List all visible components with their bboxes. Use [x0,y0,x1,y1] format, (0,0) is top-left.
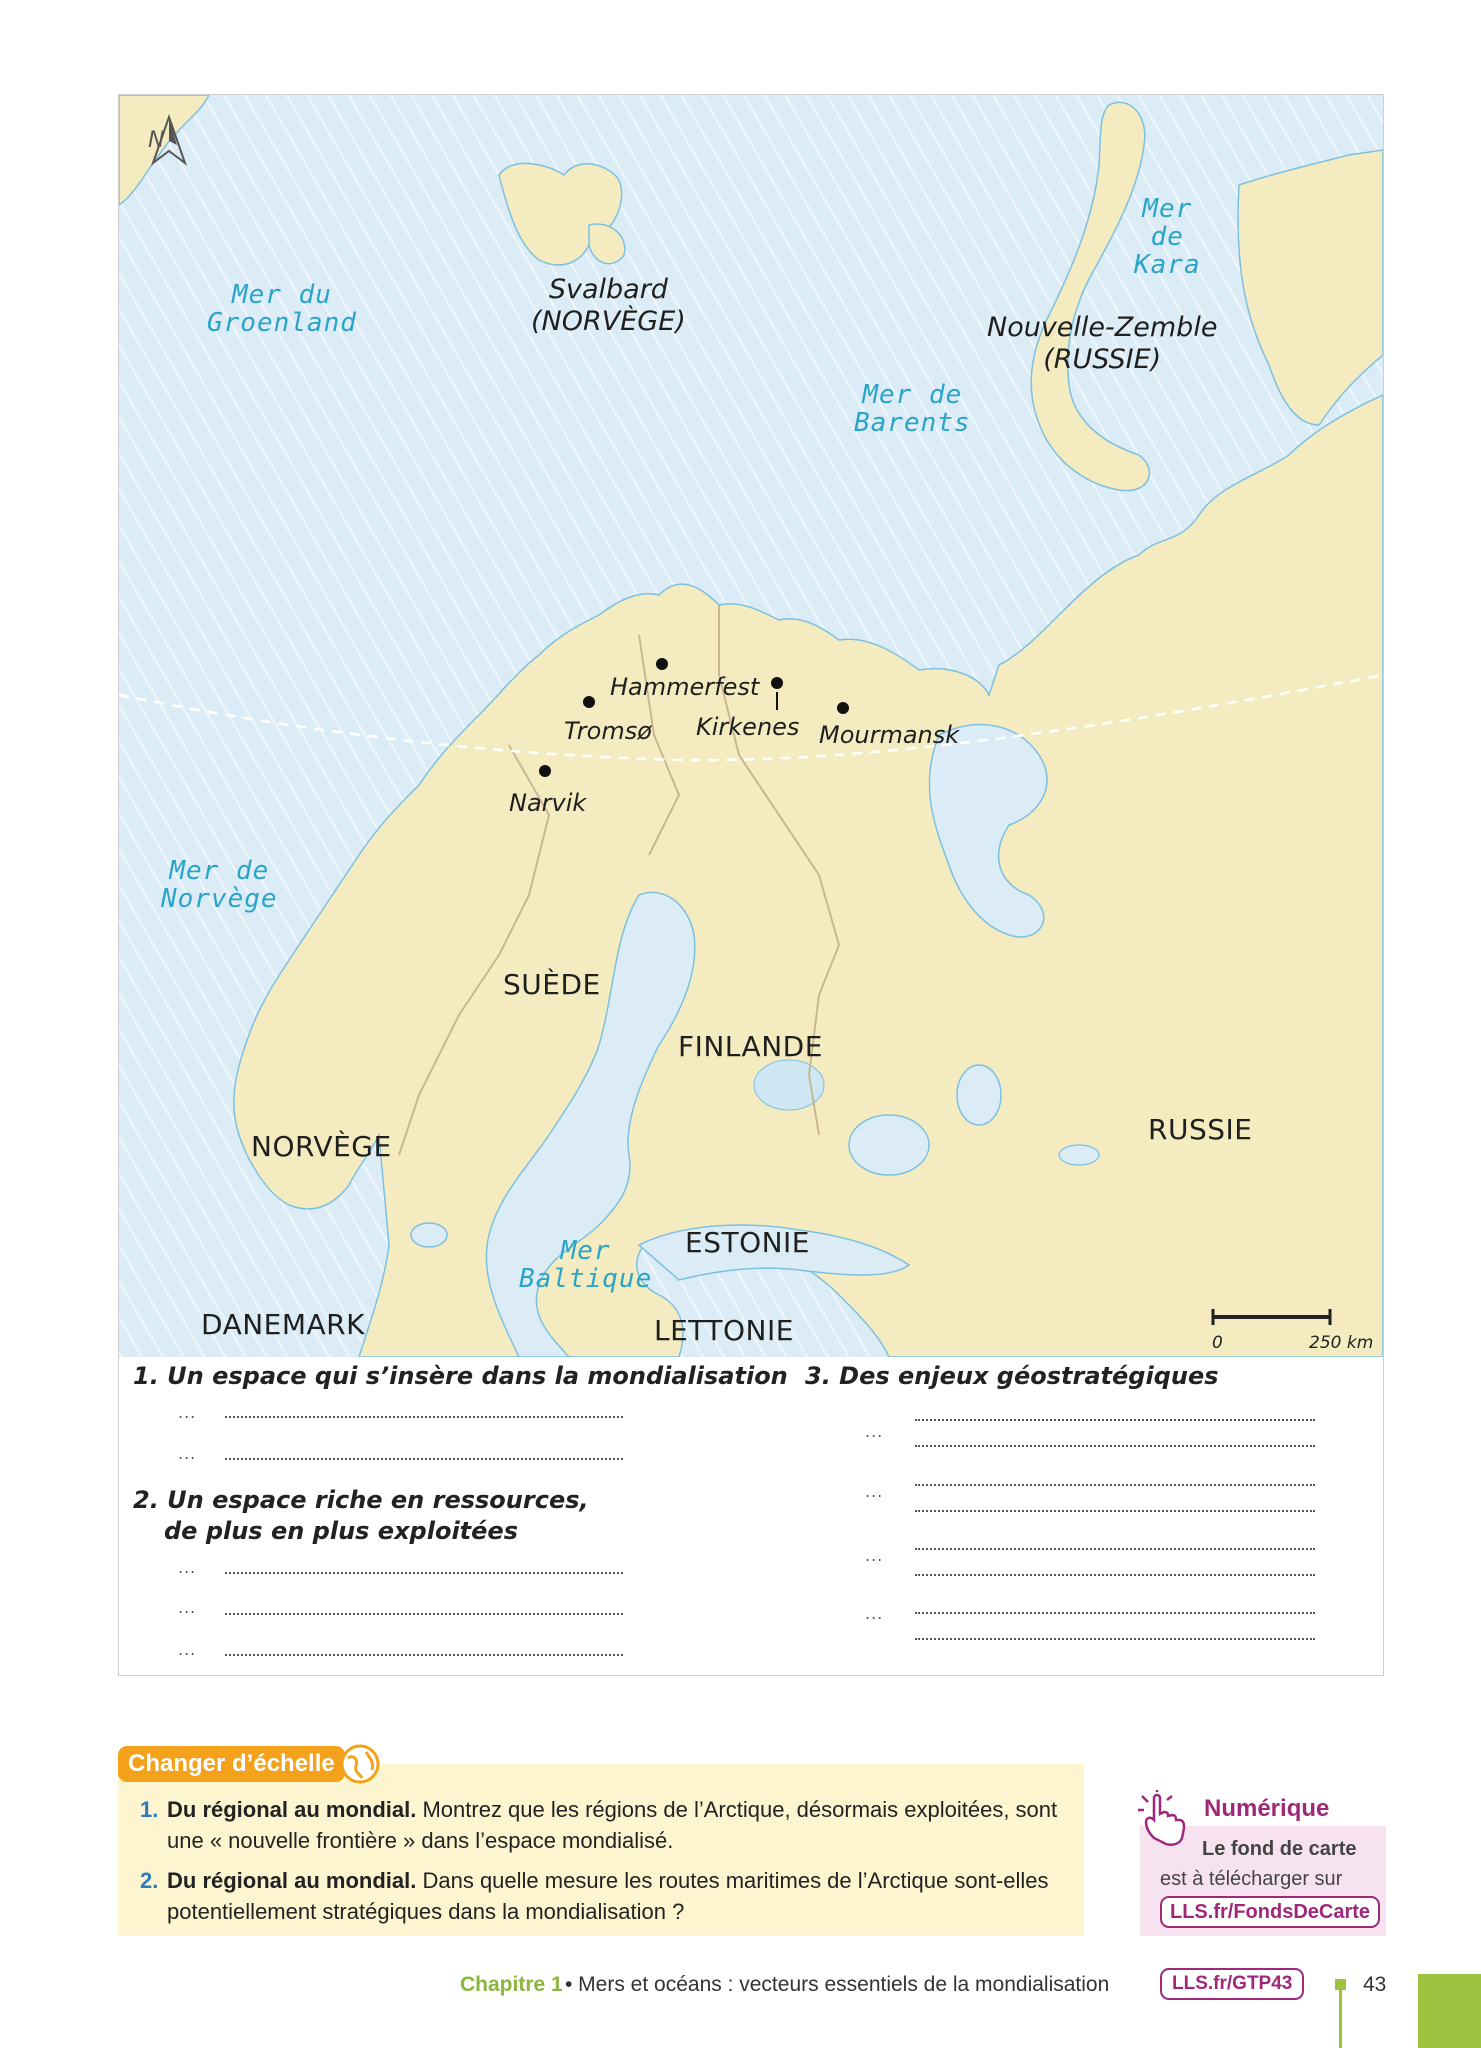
question-number: 2. [140,1868,159,1893]
page-edge-tab [1418,1974,1481,2048]
answer-line[interactable] [915,1510,1315,1512]
country-danemark: DANEMARK [201,1308,365,1341]
city-dot-narvik [539,765,551,777]
globe-icon [340,1744,380,1784]
city-label-tromso: Tromsø [564,717,652,745]
changer-question-2 [140,1865,1070,1927]
fonds-de-carte-link[interactable]: LLS.fr/FondsDeCarte [1160,1896,1380,1928]
city-dot-mourmansk [837,702,849,714]
answer-line[interactable] [225,1613,623,1615]
answer-dots: ... [178,1640,197,1659]
country-lettonie: LETTONIE [654,1314,794,1347]
sea-label-norvege: Mer de Norvège [161,856,278,914]
answer-dots: ... [178,1558,197,1577]
kirkenes-leader-line [776,692,778,710]
country-suede: SUÈDE [503,968,601,1001]
lake-ladoga [849,1115,929,1175]
page-number: 43 [1363,1973,1387,1996]
numerique-line2: est à télécharger sur [1160,1868,1343,1890]
answer-line[interactable] [915,1612,1315,1614]
question-number: 1. [140,1797,159,1822]
country-norvege: NORVÈGE [251,1130,392,1163]
answer-line[interactable] [225,1572,623,1574]
answer-dots: ... [178,1403,197,1422]
pointing-hand-icon [1136,1790,1188,1846]
footer-vertical-line [1339,1990,1342,2048]
city-dot-tromso [583,696,595,708]
city-label-hammerfest: Hammerfest [610,673,760,701]
answer-dots: ... [865,1482,884,1501]
country-russie: RUSSIE [1148,1113,1253,1146]
answer-line[interactable] [915,1445,1315,1447]
territory-svalbard: Svalbard (NORVÈGE) [531,274,686,337]
answer-dots: ... [865,1422,884,1441]
footer-link[interactable]: LLS.fr/GTP43 [1160,1968,1304,2000]
city-label-narvik: Narvik [509,789,587,817]
question-2-heading-line2: de plus en plus exploitées [164,1517,518,1545]
question-2-heading-line1: 2. Un espace riche en ressources, [133,1486,589,1514]
city-dot-kirkenes [771,677,783,689]
changer-question-1 [140,1794,1070,1856]
answer-line[interactable] [915,1574,1315,1576]
city-label-mourmansk: Mourmansk [819,721,960,749]
footer-square-marker [1335,1979,1346,1990]
answer-line[interactable] [915,1638,1315,1640]
sea-label-barents: Mer de Barents [854,380,971,438]
footer-title: • Mers et océans : vecteurs essentiels de la mondialisation [565,1973,1110,1996]
answer-dots: ... [178,1598,197,1617]
question-lead: Du régional au mondial. [167,1868,417,1893]
sea-label-baltique: Mer Baltique [519,1236,653,1294]
question-3-heading: 3. Des enjeux géostratégiques [805,1362,1219,1390]
city-label-kirkenes: Kirkenes [696,713,800,741]
answer-line[interactable] [225,1458,623,1460]
answer-line[interactable] [225,1416,623,1418]
country-estonie: ESTONIE [685,1226,811,1259]
question-1-heading: 1. Un espace qui s’insère dans la mondialisation [133,1362,788,1390]
answer-line[interactable] [915,1548,1315,1550]
numerique-line1: Le fond de carte [1202,1838,1357,1860]
changer-echelle-tag: Changer d’échelle [118,1746,345,1782]
question-text: Montrez que les régions de l’Arctique, désormais exploitées, sont une « nouvelle frontière » dans l’espace mondialisé. [167,1797,1058,1853]
answer-dots: ... [865,1604,884,1623]
question-text: Dans quelle mesure les routes maritimes de l’Arctique sont-elles potentiellement stratégiques dans la mondialisation ? [167,1868,1049,1924]
question-lead: Du régional au mondial. [167,1797,417,1822]
lake-onega [957,1065,1001,1125]
arctic-map [119,95,1383,1357]
country-finlande: FINLANDE [678,1030,823,1063]
answer-dots: ... [865,1546,884,1565]
scale-zero: 0 [1212,1333,1223,1353]
answer-line[interactable] [915,1484,1315,1486]
territory-nouvelle-zemble: Nouvelle-Zemble (RUSSIE) [987,312,1218,375]
scale-end: 250 km [1309,1333,1374,1353]
answer-line[interactable] [225,1654,623,1656]
city-dot-hammerfest [656,658,668,670]
sea-label-groenland: Mer du Groenland [207,280,357,338]
north-letter: N [148,128,165,153]
answer-line[interactable] [915,1419,1315,1421]
numerique-title: Numérique [1204,1795,1330,1822]
footer-chapter: Chapitre 1 [460,1973,563,1996]
sea-label-kara: Mer de Kara [1134,194,1201,280]
answer-dots: ... [178,1444,197,1463]
